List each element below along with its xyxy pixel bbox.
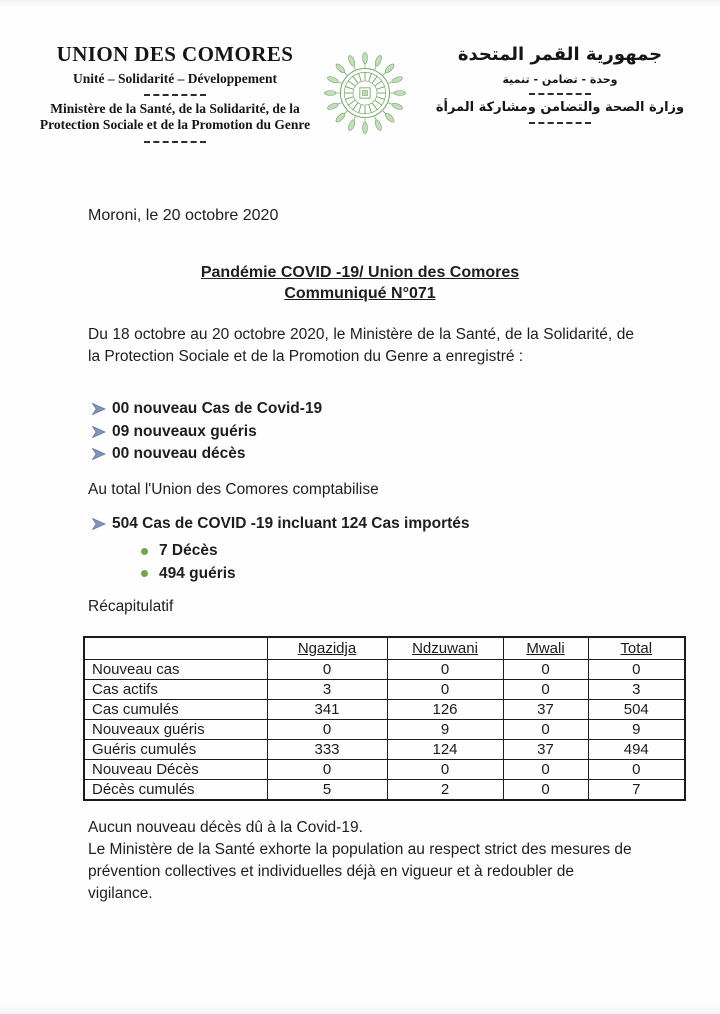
- recap-table: [83, 636, 684, 801]
- row-label: Cas cumulés: [84, 700, 267, 720]
- table-row: [84, 760, 685, 780]
- list-item: [141, 540, 236, 563]
- list-item: [92, 443, 322, 466]
- cell-value: 9: [588, 720, 685, 740]
- cell-value: 0: [387, 660, 503, 680]
- document-title: [0, 262, 720, 304]
- row-label: Guéris cumulés: [84, 740, 267, 760]
- row-label: Décès cumulés: [84, 780, 267, 801]
- table-header-row: [84, 637, 685, 660]
- comoros-seal-icon: [322, 50, 408, 136]
- cell-value: 494: [588, 740, 685, 760]
- dot-bullet-icon: [141, 570, 148, 577]
- dot-bullet-icon: [141, 548, 148, 555]
- cell-value: 0: [503, 760, 588, 780]
- cell-value: 333: [267, 740, 387, 760]
- arrowhead-bullet-icon: [92, 448, 106, 460]
- list-item-label: 494 guéris: [159, 564, 236, 582]
- cell-value: 3: [267, 680, 387, 700]
- list-item: [92, 421, 322, 444]
- column-header-ngazidja: Ngazidja: [267, 637, 387, 660]
- cell-value: 2: [387, 780, 503, 801]
- title-line-1: Pandémie COVID -19/ Union des Comores: [200, 264, 520, 281]
- header-arabic: [422, 44, 698, 129]
- cell-value: 3: [588, 680, 685, 700]
- comoros-seal-logo: [322, 50, 408, 136]
- dashed-separator: [144, 141, 206, 143]
- list-item: [141, 563, 236, 586]
- total-sub-list: [141, 540, 236, 585]
- table-row: [84, 660, 685, 680]
- total-intro: Au total l'Union des Comores comptabilise: [88, 481, 379, 498]
- cell-value: 504: [588, 700, 685, 720]
- row-label: Nouveau cas: [84, 660, 267, 680]
- title-line-2: Communiqué N°071: [284, 285, 436, 302]
- list-item-label: 09 nouveaux guéris: [112, 422, 257, 440]
- closing-paragraph: [88, 817, 640, 905]
- table-row: [84, 720, 685, 740]
- cell-value: 0: [387, 680, 503, 700]
- cell-value: 9: [387, 720, 503, 740]
- cell-value: 0: [267, 720, 387, 740]
- intro-paragraph: Du 18 octobre au 20 octobre 2020, le Ministère de la Santé, de la Solidarité, de la Protection Sociale et de la Promotion du Genre a enregistré :: [88, 326, 634, 365]
- photo-edge-top: [0, 0, 720, 7]
- closing-line-1: Aucun nouveau décès dû à la Covid-19.: [88, 819, 363, 836]
- total-cases-item: [92, 515, 470, 533]
- cell-value: 0: [588, 660, 685, 680]
- cell-value: 0: [503, 780, 588, 801]
- cell-value: 0: [503, 720, 588, 740]
- cell-value: 124: [387, 740, 503, 760]
- closing-line-2: Le Ministère de la Santé exhorte la population au respect strict des mesures de prévention collectives et individuelles déjà en vigueur et à redoubler de vigilance.: [88, 841, 632, 902]
- cell-value: 7: [588, 780, 685, 801]
- arrowhead-bullet-icon: [92, 426, 106, 438]
- arrowhead-bullet-icon: [92, 403, 106, 415]
- dashed-separator: [529, 122, 591, 124]
- row-label: Nouveaux guéris: [84, 720, 267, 740]
- ministry-name-ar: وزارة الصحة والتضامن ومشاركة المرأة: [435, 100, 685, 115]
- photo-edge-bottom: [0, 1002, 720, 1014]
- org-name-ar: جمهورية القمر المتحدة: [457, 44, 663, 65]
- cell-value: 126: [387, 700, 503, 720]
- cell-value: 0: [267, 660, 387, 680]
- dashed-separator: [529, 93, 591, 95]
- cell-value: 341: [267, 700, 387, 720]
- table-row: [84, 740, 685, 760]
- column-header-ndzuwani: Ndzuwani: [387, 637, 503, 660]
- org-name-fr: UNION DES COMORES: [56, 42, 294, 66]
- new-cases-list: [92, 398, 322, 466]
- cell-value: 0: [503, 680, 588, 700]
- column-header-mwali: Mwali: [503, 637, 588, 660]
- motto-ar: وحدة - تضامن - تنمية: [502, 73, 618, 86]
- row-label: Cas actifs: [84, 680, 267, 700]
- ministry-name-fr: Ministère de la Santé, de la Solidarité, de la Protection Sociale et de la Promotion du Genre: [39, 101, 311, 133]
- cell-value: 0: [588, 760, 685, 780]
- recap-label: Récapitulatif: [88, 598, 174, 615]
- total-cases-label: 504 Cas de COVID -19 incluant 124 Cas importés: [112, 515, 470, 532]
- motto-fr: Unité – Solidarité – Développement: [73, 71, 277, 86]
- table-row: [84, 780, 685, 801]
- list-item-label: 00 nouveau Cas de Covid-19: [112, 400, 323, 418]
- row-label: Nouveau Décès: [84, 760, 267, 780]
- cell-value: 37: [503, 740, 588, 760]
- list-item: [92, 398, 322, 421]
- column-header-total: Total: [588, 637, 685, 660]
- dateline: Moroni, le 20 octobre 2020: [88, 207, 279, 224]
- column-header-empty: [84, 637, 267, 660]
- cell-value: 0: [503, 660, 588, 680]
- cell-value: 0: [267, 760, 387, 780]
- dashed-separator: [144, 94, 206, 96]
- header-french: [30, 42, 320, 148]
- list-item-label: 7 Décès: [159, 542, 218, 560]
- cell-value: 37: [503, 700, 588, 720]
- cell-value: 0: [387, 760, 503, 780]
- cell-value: 5: [267, 780, 387, 801]
- list-item-label: 00 nouveau décès: [112, 445, 246, 463]
- arrowhead-bullet-icon: [92, 518, 106, 530]
- table-row: [84, 680, 685, 700]
- table-row: [84, 700, 685, 720]
